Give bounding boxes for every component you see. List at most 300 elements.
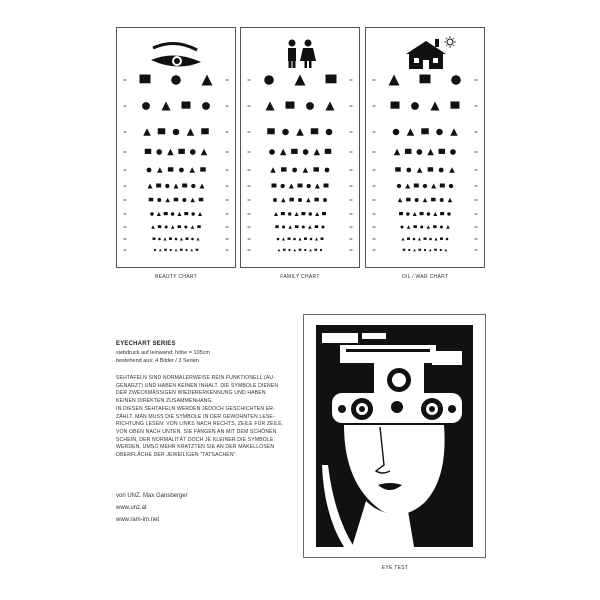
chart-symbol <box>431 102 440 111</box>
beauty-chart-graphic <box>117 28 235 267</box>
chart-symbol <box>171 75 181 85</box>
chart-symbol <box>325 168 330 173</box>
row-marker <box>373 227 376 228</box>
family-chart-caption: FAMILY CHART <box>280 274 320 280</box>
chart-symbol <box>173 129 180 136</box>
row-marker <box>350 132 353 133</box>
chart-symbol <box>440 238 443 240</box>
row-marker <box>373 170 376 171</box>
sun-icon <box>444 36 456 48</box>
chart-symbol <box>406 198 411 202</box>
chart-symbol <box>433 212 437 216</box>
row-marker <box>373 214 376 215</box>
chart-symbol <box>202 102 210 110</box>
row-marker <box>373 200 376 201</box>
chart-symbol <box>313 167 319 171</box>
chart-symbol <box>324 184 329 188</box>
chart-symbol <box>190 249 193 252</box>
chart-symbol <box>158 128 166 134</box>
chart-symbol <box>448 198 453 203</box>
chart-symbol <box>201 128 209 134</box>
row-marker <box>124 152 127 153</box>
chart-symbol <box>424 238 427 240</box>
row-marker <box>248 250 251 251</box>
chart-symbol <box>397 184 401 188</box>
chart-symbol <box>440 212 444 215</box>
chart-symbol <box>175 238 178 241</box>
chart-symbol <box>314 249 317 251</box>
chart-symbol <box>445 249 448 252</box>
chart-symbol <box>418 238 421 241</box>
chart-symbol <box>450 128 458 136</box>
chart-symbol <box>177 212 181 216</box>
row-marker <box>226 186 229 187</box>
chart-symbol <box>171 212 174 215</box>
chart-symbol <box>407 225 411 229</box>
chart-symbol <box>302 225 305 228</box>
chart-symbol <box>420 75 431 84</box>
chart-symbol <box>429 249 432 252</box>
row-marker <box>226 106 229 107</box>
chart-symbol <box>200 167 206 171</box>
chart-symbol <box>275 225 279 228</box>
chart-symbol <box>320 249 322 251</box>
beauty-chart-caption: BEAUTY CHART <box>154 274 198 280</box>
row-marker <box>350 170 353 171</box>
chart-symbol <box>405 149 412 154</box>
row-marker <box>124 186 127 187</box>
chart-symbol <box>417 149 423 155</box>
chart-symbol <box>413 238 416 241</box>
chart-symbol <box>170 249 172 251</box>
row-marker <box>124 214 127 215</box>
chart-symbol <box>282 129 289 136</box>
chart-symbol <box>298 184 303 188</box>
chart-symbol <box>282 238 285 241</box>
chart-symbol <box>440 249 442 251</box>
chart-symbol <box>440 225 443 228</box>
chart-symbol <box>407 238 410 240</box>
chart-symbol <box>288 212 291 215</box>
chart-symbol <box>186 238 189 240</box>
chart-symbol <box>273 198 277 202</box>
eye-test-poster <box>303 314 486 558</box>
description-paragraph: SEHTAFELN SIND NORMALERWEISE REIN FUNKTIONELL (AU-GENARZT) UND HABEN KEINEN INHALT. DIE SYMBOLE DIENEN DER ZWECKMÄSSIGEN WIEDERERKENNUNG UND HABEN KEINEN DIREKTEN ZUSAMMENHANG. <box>116 375 279 405</box>
chart-symbol <box>322 212 326 215</box>
chart-symbol <box>182 198 186 202</box>
chart-symbol <box>295 212 299 216</box>
row-marker <box>373 250 376 251</box>
chart-symbol <box>423 198 428 203</box>
row-marker <box>475 250 478 251</box>
row-marker <box>475 239 478 240</box>
chart-symbol <box>145 149 152 154</box>
chart-symbol <box>281 198 286 203</box>
chart-symbol <box>326 75 337 84</box>
row-marker <box>350 214 353 215</box>
chart-symbol <box>200 184 205 189</box>
row-marker <box>124 239 127 240</box>
row-marker <box>350 227 353 228</box>
chart-symbol <box>304 249 306 251</box>
chart-symbol <box>281 212 285 215</box>
row-marker <box>373 239 376 240</box>
house-icon <box>406 39 446 69</box>
chart-symbol <box>417 167 423 173</box>
chart-symbol <box>182 102 191 109</box>
chart-symbol <box>175 249 178 252</box>
chart-symbol <box>191 212 194 215</box>
chart-symbol <box>151 225 155 229</box>
row-marker <box>248 186 251 187</box>
row-marker <box>373 132 376 133</box>
chart-symbol <box>427 149 434 156</box>
row-marker <box>226 80 229 81</box>
row-marker <box>124 200 127 201</box>
chart-symbol <box>439 168 444 173</box>
chart-symbol <box>142 102 150 110</box>
chart-symbol <box>153 238 156 240</box>
chart-symbol <box>191 225 195 229</box>
chart-symbol <box>191 184 195 188</box>
chart-symbol <box>282 225 285 228</box>
row-marker <box>475 132 478 133</box>
chart-symbol <box>274 212 278 216</box>
chart-symbol <box>295 75 306 86</box>
row-marker <box>124 250 127 251</box>
chart-symbol <box>451 75 461 85</box>
row-marker <box>350 239 353 240</box>
chart-symbol <box>296 128 304 136</box>
chart-symbol <box>159 249 162 252</box>
row-marker <box>248 214 251 215</box>
chart-symbol <box>264 75 274 85</box>
chart-symbol <box>197 238 200 241</box>
chart-symbol <box>299 249 302 251</box>
chart-symbol <box>165 225 168 228</box>
chart-symbol <box>292 168 297 173</box>
beauty-chart-panel <box>116 27 236 268</box>
chart-symbol <box>440 184 445 188</box>
row-marker <box>475 170 478 171</box>
row-marker <box>226 200 229 201</box>
chart-symbol <box>156 149 162 155</box>
chart-symbol <box>315 212 319 216</box>
row-marker <box>373 80 376 81</box>
chart-symbol <box>413 212 417 216</box>
chart-symbol <box>288 249 290 251</box>
chart-symbol <box>434 249 437 251</box>
chart-symbol <box>326 129 333 136</box>
chart-symbol <box>157 212 161 216</box>
chart-symbol <box>168 167 174 171</box>
chart-symbol <box>197 225 201 228</box>
chart-symbol <box>179 168 184 173</box>
chart-symbol <box>158 225 162 228</box>
eye-icon <box>151 43 201 66</box>
chart-symbol <box>413 225 417 228</box>
row-marker <box>350 186 353 187</box>
chart-symbol <box>306 198 311 203</box>
chart-symbol <box>286 102 295 109</box>
chart-symbol <box>182 184 187 188</box>
chart-symbol <box>301 212 305 215</box>
chart-symbol <box>315 238 318 241</box>
chart-symbol <box>189 167 195 173</box>
row-marker <box>475 214 478 215</box>
chart-symbol <box>184 225 187 228</box>
chart-symbol <box>167 149 174 156</box>
row-marker <box>124 170 127 171</box>
chart-symbol <box>450 149 456 155</box>
chart-symbol <box>413 249 416 252</box>
chart-symbol <box>165 184 169 188</box>
chart-symbol <box>407 128 415 136</box>
chart-symbol <box>298 198 302 202</box>
chart-symbol <box>157 167 163 173</box>
chart-symbol <box>149 198 154 202</box>
chart-symbol <box>393 129 400 136</box>
chart-symbol <box>156 184 161 188</box>
family-chart-panel <box>240 27 360 268</box>
chart-symbol <box>420 212 424 215</box>
chart-symbol <box>427 212 430 215</box>
chart-symbol <box>295 225 299 228</box>
chart-symbol <box>190 198 195 203</box>
chart-symbol <box>277 238 280 241</box>
chart-symbol <box>143 128 151 136</box>
chart-symbol <box>306 102 314 110</box>
row-marker <box>124 132 127 133</box>
chart-symbol <box>403 249 406 251</box>
row-marker <box>226 214 229 215</box>
chart-symbol <box>280 184 284 188</box>
chart-symbol <box>423 184 427 188</box>
row-marker <box>226 152 229 153</box>
chart-symbol <box>446 225 450 229</box>
chart-symbol <box>405 184 410 189</box>
chart-symbol <box>278 249 281 252</box>
chart-symbol <box>309 249 312 252</box>
chart-symbol <box>321 225 324 228</box>
chart-symbol <box>281 167 287 171</box>
chart-symbol <box>428 167 434 171</box>
row-marker <box>475 152 478 153</box>
chart-symbol <box>394 149 401 156</box>
chart-symbol <box>164 249 167 251</box>
chart-symbol <box>178 149 185 154</box>
chart-symbol <box>164 212 168 215</box>
oilwar-chart-panel <box>365 27 485 268</box>
credit-link-ramim[interactable]: www.ram-im.net <box>116 517 160 523</box>
chart-symbol <box>391 102 400 109</box>
family-chart-graphic <box>241 28 359 267</box>
chart-symbol <box>418 249 421 251</box>
chart-symbol <box>289 184 294 189</box>
row-marker <box>248 227 251 228</box>
chart-symbol <box>184 212 188 215</box>
oilwar-chart-caption: OIL / WAR CHART <box>401 274 449 280</box>
row-marker <box>248 239 251 240</box>
chart-symbol <box>429 238 432 241</box>
chart-symbol <box>424 249 426 251</box>
chart-symbol <box>190 149 196 155</box>
row-marker <box>475 200 478 201</box>
row-marker <box>248 152 251 153</box>
row-marker <box>226 170 229 171</box>
chart-symbol <box>406 212 409 215</box>
row-marker <box>350 152 353 153</box>
couple-icon <box>288 40 316 69</box>
chart-symbol <box>174 184 179 189</box>
chart-symbol <box>310 238 313 241</box>
chart-symbol <box>150 212 153 215</box>
chart-symbol <box>315 184 320 189</box>
chart-symbol <box>293 238 296 241</box>
row-marker <box>373 152 376 153</box>
chart-symbol <box>178 225 182 228</box>
row-marker <box>248 80 251 81</box>
chart-symbol <box>191 238 194 241</box>
chart-symbol <box>267 128 275 134</box>
oilwar-chart-graphic <box>366 28 484 267</box>
chart-symbol <box>171 225 175 229</box>
chart-symbol <box>272 184 277 188</box>
chart-symbol <box>433 225 437 228</box>
chart-symbol <box>201 149 208 156</box>
description-paragraph: IN DIESEN SEHTAFELN WERDEN JEDOCH GESCHICHTEN ER-ZÄHLT. MAN MUSS DIE SYMBOLE IN DER GEWOHNTEN LESE-RICHTUNG LESEN: VON LINKS NACH RECHTS, ZEILE FÜR ZEILE, VON OBEN NACH UNTEN. SIE FANGEN AN MIT DEM SCHÖNEN SCHEIN, DER NORMALITÄT DOCH JE KLEINER DIE SYMBOLE WERDEN, UMSO MEHR KRATZTEN SIE AN DER MAKELLOSEN OBERFLÄCHE DER JEWEILIGEN "TATSACHEN". <box>116 405 284 459</box>
chart-symbol <box>431 184 436 189</box>
row-marker <box>248 106 251 107</box>
chart-symbol <box>174 198 179 202</box>
spec-line-parts: bestehend aus: 4 Bilder / 3 Serien <box>116 358 199 364</box>
chart-symbol <box>202 75 213 86</box>
chart-symbol <box>311 128 319 134</box>
chart-symbol <box>431 198 436 202</box>
chart-symbol <box>408 249 410 251</box>
row-marker <box>248 200 251 201</box>
chart-symbol <box>436 129 443 136</box>
chart-symbol <box>288 225 292 229</box>
chart-symbol <box>165 198 170 203</box>
row-marker <box>475 106 478 107</box>
chart-symbol <box>148 184 153 189</box>
credit-author: von UNZ. Max Gansberger <box>116 493 188 499</box>
row-marker <box>248 132 251 133</box>
row-marker <box>350 200 353 201</box>
chart-symbol <box>435 238 438 241</box>
chart-symbol <box>411 102 419 110</box>
chart-symbol <box>440 198 444 202</box>
row-marker <box>226 132 229 133</box>
chart-symbol <box>147 168 152 173</box>
chart-symbol <box>303 149 309 155</box>
chart-symbol <box>449 167 455 173</box>
chart-symbol <box>169 238 172 240</box>
chart-symbol <box>270 167 276 173</box>
chart-symbol <box>325 149 332 154</box>
chart-symbol <box>185 249 187 251</box>
row-marker <box>226 239 229 240</box>
chart-symbol <box>180 249 183 251</box>
family-symbol-rows <box>248 75 353 252</box>
chart-symbol <box>289 198 294 202</box>
chart-symbol <box>288 238 291 240</box>
row-marker <box>373 106 376 107</box>
eye-test-illustration <box>304 315 485 557</box>
chart-symbol <box>414 184 419 188</box>
chart-symbol <box>421 128 429 134</box>
chart-symbol <box>198 212 202 216</box>
chart-symbol <box>293 249 296 252</box>
chart-symbol <box>162 102 171 111</box>
beauty-symbol-rows <box>124 75 229 252</box>
chart-symbol <box>180 238 183 241</box>
chart-symbol <box>400 225 403 228</box>
chart-symbol <box>446 238 449 241</box>
chart-symbol <box>314 198 319 202</box>
chart-symbol <box>308 225 312 229</box>
chart-symbol <box>447 212 450 215</box>
row-marker <box>226 250 229 251</box>
chart-symbol <box>283 249 286 251</box>
chart-symbol <box>303 167 309 173</box>
row-marker <box>475 227 478 228</box>
chart-symbol <box>315 225 319 228</box>
description <box>116 375 284 460</box>
chart-symbol <box>304 238 307 240</box>
row-marker <box>248 170 251 171</box>
chart-symbol <box>266 102 275 111</box>
row-marker <box>124 106 127 107</box>
chart-symbol <box>299 238 302 241</box>
row-marker <box>475 186 478 187</box>
chart-symbol <box>154 249 156 251</box>
row-marker <box>124 227 127 228</box>
row-marker <box>350 106 353 107</box>
chart-symbol <box>321 238 324 240</box>
chart-symbol <box>309 212 312 215</box>
chart-symbol <box>406 168 411 173</box>
chart-symbol <box>323 198 327 202</box>
chart-symbol <box>451 102 460 109</box>
chart-symbol <box>280 149 287 156</box>
chart-symbol <box>449 184 453 188</box>
row-marker <box>226 227 229 228</box>
row-marker <box>373 186 376 187</box>
chart-symbol <box>314 149 321 156</box>
series-title: EYECHART SERIES <box>116 341 176 347</box>
chart-symbol <box>402 238 405 241</box>
chart-symbol <box>439 149 446 154</box>
chart-symbol <box>415 198 419 202</box>
chart-symbol <box>196 249 199 251</box>
chart-symbol <box>306 184 310 188</box>
credit-link-unz[interactable]: www.unz.at <box>116 505 147 511</box>
chart-symbol <box>158 238 161 241</box>
chart-symbol <box>420 225 423 228</box>
row-marker <box>475 80 478 81</box>
chart-symbol <box>326 102 335 111</box>
chart-symbol <box>427 225 431 229</box>
chart-symbol <box>389 75 400 86</box>
chart-symbol <box>140 75 151 84</box>
chart-symbol <box>157 198 161 202</box>
chart-symbol <box>164 238 167 241</box>
row-marker <box>350 250 353 251</box>
row-marker <box>124 80 127 81</box>
chart-symbol <box>395 167 401 171</box>
